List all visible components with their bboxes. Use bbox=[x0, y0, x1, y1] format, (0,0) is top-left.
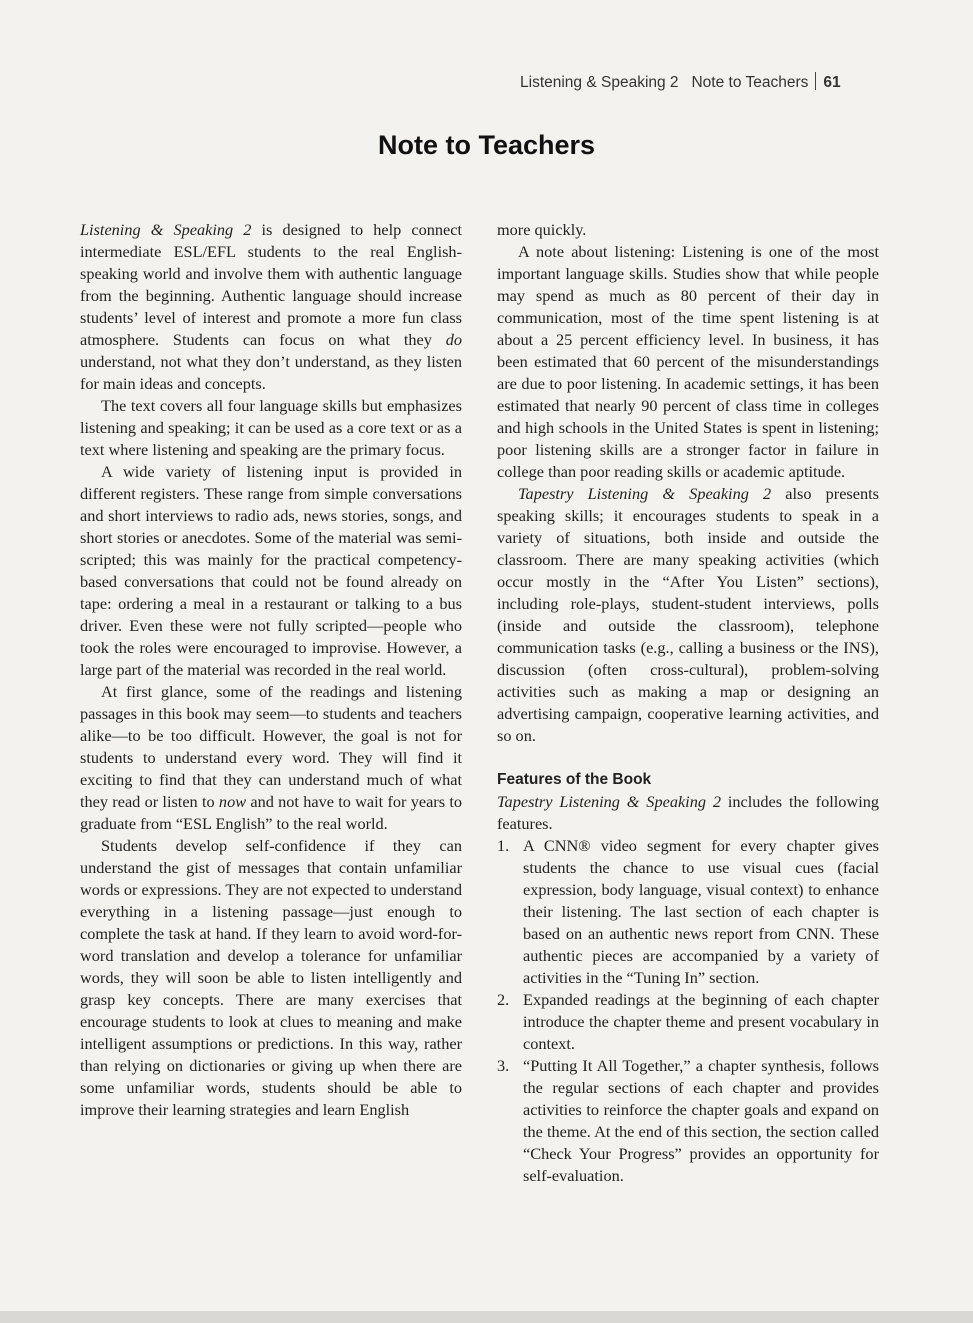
right-column bbox=[497, 219, 879, 1187]
book-title-italic: Listening & Speaking 2 bbox=[80, 220, 252, 239]
page-edge bbox=[0, 1311, 973, 1323]
book-title-italic: Tapestry Listening & Speaking 2 bbox=[497, 792, 721, 811]
page-title: Note to Teachers bbox=[377, 130, 596, 160]
divider bbox=[815, 72, 816, 90]
paragraph: A note about listening: Listening is one of the most important language skills. Studies show that while people may spend as much as 80 percent of their day in communication, most of the time spent listening is at about a 25 percent efficiency level. In business, it has been estimated that 60 percent of the misunderstandings are due to poor listening. In academic settings, it has been estimated that nearly 90 percent of class time in colleges and high schools in the United States is spent in listening; poor listening skills are a stronger factor in failure in college than poor reading skills or academic aptitude. bbox=[497, 242, 879, 481]
list-text: Expanded readings at the beginning of each chapter introduce the chapter theme and present vocabulary in context. bbox=[523, 990, 879, 1053]
text: and not have to wait for years to graduate from “ESL English” to the real world. bbox=[80, 792, 462, 833]
list-item bbox=[497, 1055, 879, 1187]
emphasis: do bbox=[445, 330, 462, 349]
paragraph bbox=[497, 791, 879, 835]
running-head-book: Listening & Speaking 2 bbox=[520, 74, 679, 91]
paragraph bbox=[80, 681, 462, 835]
text: includes the following features. bbox=[497, 792, 879, 833]
features-list bbox=[497, 835, 879, 1187]
page-number: 61 bbox=[823, 74, 841, 91]
left-column bbox=[80, 219, 462, 1121]
paragraph: more quickly. bbox=[497, 220, 587, 239]
list-item bbox=[497, 989, 879, 1055]
paragraph bbox=[80, 219, 462, 395]
paragraph: The text covers all four language skills but emphasizes listening and speaking; it can be used as a core text or as a text where listening and speaking are the primary focus. bbox=[80, 396, 462, 459]
list-item bbox=[497, 835, 879, 989]
list-number: 3. bbox=[497, 1056, 510, 1075]
emphasis: now bbox=[218, 792, 247, 811]
paragraph: A wide variety of listening input is provided in different registers. These range from simple conversations and short interviews to radio ads, news stories, songs, and short stories or anecdotes. Some of the material was semi-scripted; this was mainly for the practical competency-based conversations that could not be found already on tape: ordering a meal in a restaurant or talking to a bus driver. Even these were not fully scripted—people who took the roles were encouraged to improvise. However, a large part of the material was recorded in the real world. bbox=[80, 462, 462, 679]
section-heading: Features of the Book bbox=[497, 771, 652, 788]
running-head bbox=[520, 72, 841, 92]
text: also presents speaking skills; it encourages students to speak in a variety of situations, both inside and outside the classroom. There are many speaking activities (which occur mostly in the “After You Listen” sections), including role-plays, student-student interviews, polls (inside and outside the classroom), telephone communication tasks (e.g., calling a business or the INS), discussion (often cross-cultural), problem-solving activities such as making a map or designing an advertising campaign, cooperative learning activities, and so on. bbox=[497, 484, 879, 745]
book-title-italic: Tapestry Listening & Speaking 2 bbox=[518, 484, 772, 503]
running-head-section: Note to Teachers bbox=[691, 74, 809, 91]
paragraph: Students develop self-confidence if they can understand the gist of messages that contain unfamiliar words or expressions. They are not expected to understand everything in a listening passage—just enough to complete the task at hand. If they learn to avoid word-for-word translation and develop a tolerance for unfamiliar words, they will soon be able to listen intelligently and grasp key concepts. There are many exercises that encourage students to look at clues to meaning and make intelligent assumptions or predictions. In this way, rather than relying on dictionaries or giving up when there are some unfamiliar words, students should be able to improve their learning strategies and learn English bbox=[80, 836, 462, 1119]
paragraph bbox=[497, 483, 879, 747]
text: At first glance, some of the readings and listening passages in this book may seem—to students and teachers alike—to be too difficult. However, the goal is not for students to understand every word. They will find it exciting to find that they can understand much of what they read or listen to bbox=[80, 682, 462, 811]
list-number: 2. bbox=[497, 990, 510, 1009]
list-text: “Putting It All Together,” a chapter synthesis, follows the regular sections of each chapter and provides activities to reinforce the chapter goals and expand on the theme. At the end of this section, the section called “Check Your Progress” provides an opportunity for self-evaluation. bbox=[523, 1056, 879, 1185]
list-text: A CNN® video segment for every chapter gives students the chance to use visual cues (facial expression, body language, visual context) to enhance their listening. The last section of each chapter is based on an authentic news report from CNN. These authentic pieces are accompanied by a variety of activities in the “Tuning In” section. bbox=[523, 836, 879, 987]
text: is designed to help connect intermediate ESL/EFL students to the real English-speaking world and involve them with authentic language from the beginning. Authentic language should increase students’ level of interest and promote a more fun class atmosphere. Students can focus on what they bbox=[80, 220, 463, 349]
text: understand, not what they don’t understand, as they listen for main ideas and concepts. bbox=[80, 352, 462, 393]
list-number: 1. bbox=[497, 836, 510, 855]
